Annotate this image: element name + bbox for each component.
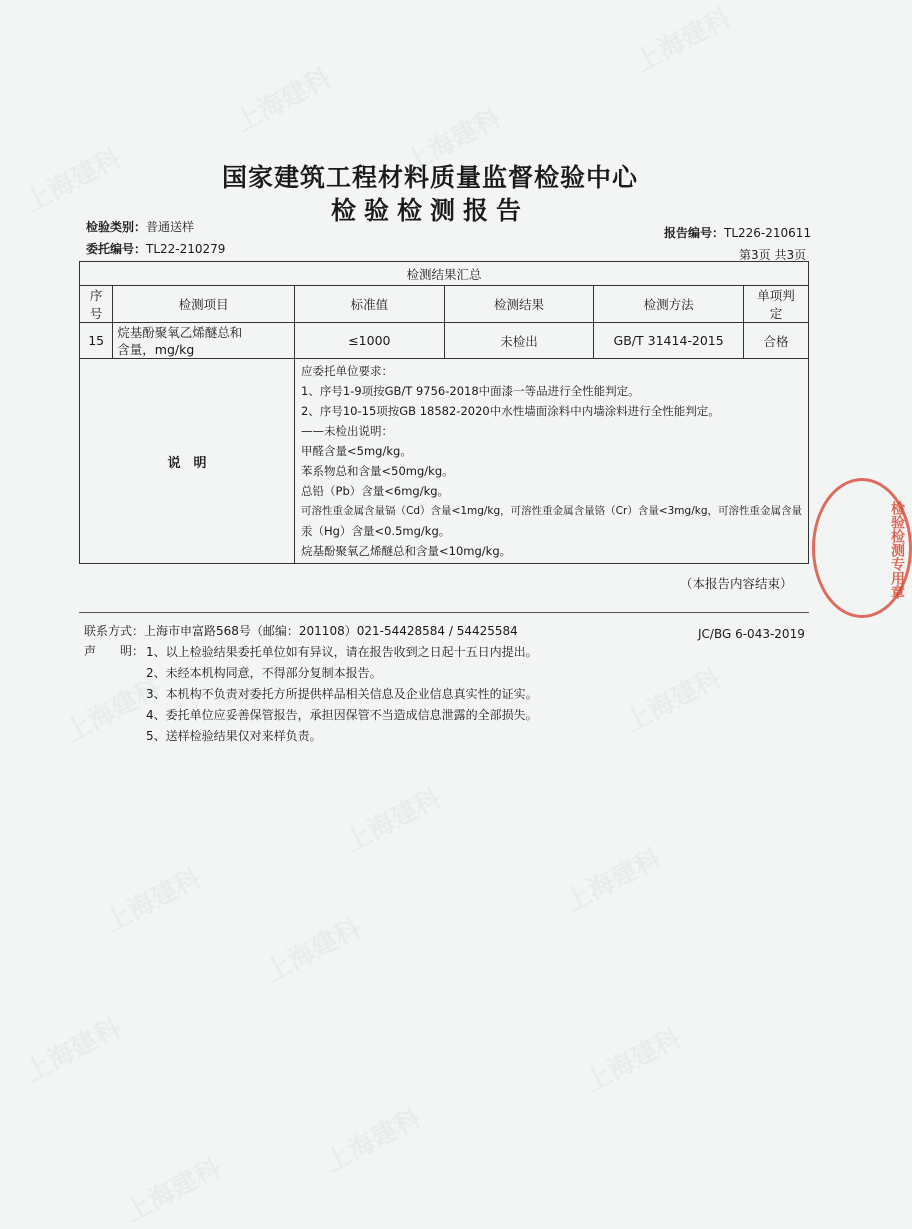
watermark: 上海建科 <box>560 843 667 919</box>
row-item-line1: 烷基酚聚氧乙烯醚总和 <box>117 324 243 340</box>
header-method: 检测方法 <box>594 286 744 323</box>
page-indicator: 第3页 共3页 <box>739 248 807 262</box>
note-line: 应委托单位要求： <box>301 364 394 378</box>
report-title: 国家建筑工程材料质量监督检验中心 <box>221 163 638 192</box>
table-caption: 检测结果汇总 <box>80 262 809 286</box>
note-line: 2、序号10-15项按GB 18582-2020中水性墙面涂料中内墙涂料进行全性能判定。 <box>301 404 720 418</box>
header-standard: 标准值 <box>295 286 445 323</box>
statement-label: 声 明： <box>84 644 145 658</box>
note-line: 烷基酚聚氧乙烯醚总和含量<10mg/kg。 <box>301 544 512 558</box>
note-line: 汞（Hg）含量<0.5mg/kg。 <box>301 524 451 538</box>
watermark: 上海建科 <box>400 103 507 179</box>
watermark: 上海建科 <box>230 63 337 139</box>
statement-item: 5、送样检验结果仅对来样负责。 <box>146 729 322 743</box>
table-row <box>80 323 809 359</box>
header-no: 序号 <box>80 286 113 323</box>
watermark: 上海建科 <box>340 783 447 859</box>
statement-item: 4、委托单位应妥善保管报告，承担因保管不当造成信息泄露的全部损失。 <box>146 708 538 722</box>
header-judgement: 单项判定 <box>743 286 808 323</box>
note-line: 苯系物总和含量<50mg/kg。 <box>301 464 454 478</box>
report-number-line <box>664 224 811 241</box>
report-number-label: 报告编号： <box>664 226 725 240</box>
row-method: GB/T 31414-2015 <box>594 323 744 359</box>
statement-item: 1、以上检验结果委托单位如有异议，请在报告收到之日起十五日内提出。 <box>146 645 538 659</box>
category-label: 检验类别： <box>86 220 147 234</box>
row-item-line2: 含量，mg/kg <box>117 341 195 357</box>
watermark: 上海建科 <box>580 1023 687 1099</box>
results-table <box>79 261 809 564</box>
row-result: 未检出 <box>444 323 594 359</box>
commission-value: TL22-210279 <box>146 242 226 256</box>
watermark: 上海建科 <box>20 143 127 219</box>
category-value: 普通送样 <box>146 220 195 234</box>
commission-line <box>86 240 225 257</box>
contact-info: 联系方式：上海市申富路568号（邮编：201108）021-54428584 / 54425584 <box>84 624 518 638</box>
note-line: 甲醛含量<5mg/kg。 <box>301 444 412 458</box>
header-result: 检测结果 <box>444 286 594 323</box>
row-judgement: 合格 <box>743 323 808 359</box>
footer-divider <box>79 612 809 613</box>
report-number-value: TL226-210611 <box>724 226 812 240</box>
row-item <box>113 323 295 359</box>
official-seal: 检验检测专用章 <box>812 478 912 618</box>
watermark: 上海建科 <box>20 1013 127 1089</box>
category-line <box>86 218 194 235</box>
header-item: 检测项目 <box>113 286 295 323</box>
note-line: 可溶性重金属含量镉（Cd）含量<1mg/kg，可溶性重金属含量铬（Cr）含量<3mg/kg，可溶性重金属含量 <box>301 505 802 517</box>
report-subtitle: 检验检测报告 <box>330 196 529 225</box>
note-line: 1、序号1-9项按GB/T 9756-2018中面漆一等品进行全性能判定。 <box>301 384 640 398</box>
watermark: 上海建科 <box>120 1153 227 1229</box>
watermark: 上海建科 <box>100 863 207 939</box>
watermark: 上海建科 <box>630 3 737 79</box>
row-no: 15 <box>80 323 113 359</box>
statement-item: 2、未经本机构同意，不得部分复制本报告。 <box>146 666 382 680</box>
commission-label: 委托编号： <box>86 242 147 256</box>
doc-code: JC/BG 6-043-2019 <box>698 627 805 641</box>
watermark: 上海建科 <box>260 913 367 989</box>
statement-item: 3、本机构不负责对委托方所提供样品相关信息及企业信息真实性的证实。 <box>146 687 538 701</box>
note-line: 总铅（Pb）含量<6mg/kg。 <box>301 484 450 498</box>
notes-cell <box>295 359 809 564</box>
note-line: ——未检出说明： <box>301 424 394 438</box>
statement-list <box>146 642 538 747</box>
watermark: 上海建科 <box>620 663 727 739</box>
watermark: 上海建科 <box>60 673 167 749</box>
end-note: （本报告内容结束） <box>680 576 793 591</box>
row-standard: ≤1000 <box>295 323 445 359</box>
notes-label: 说 明 <box>80 359 295 564</box>
watermark: 上海建科 <box>320 1103 427 1179</box>
